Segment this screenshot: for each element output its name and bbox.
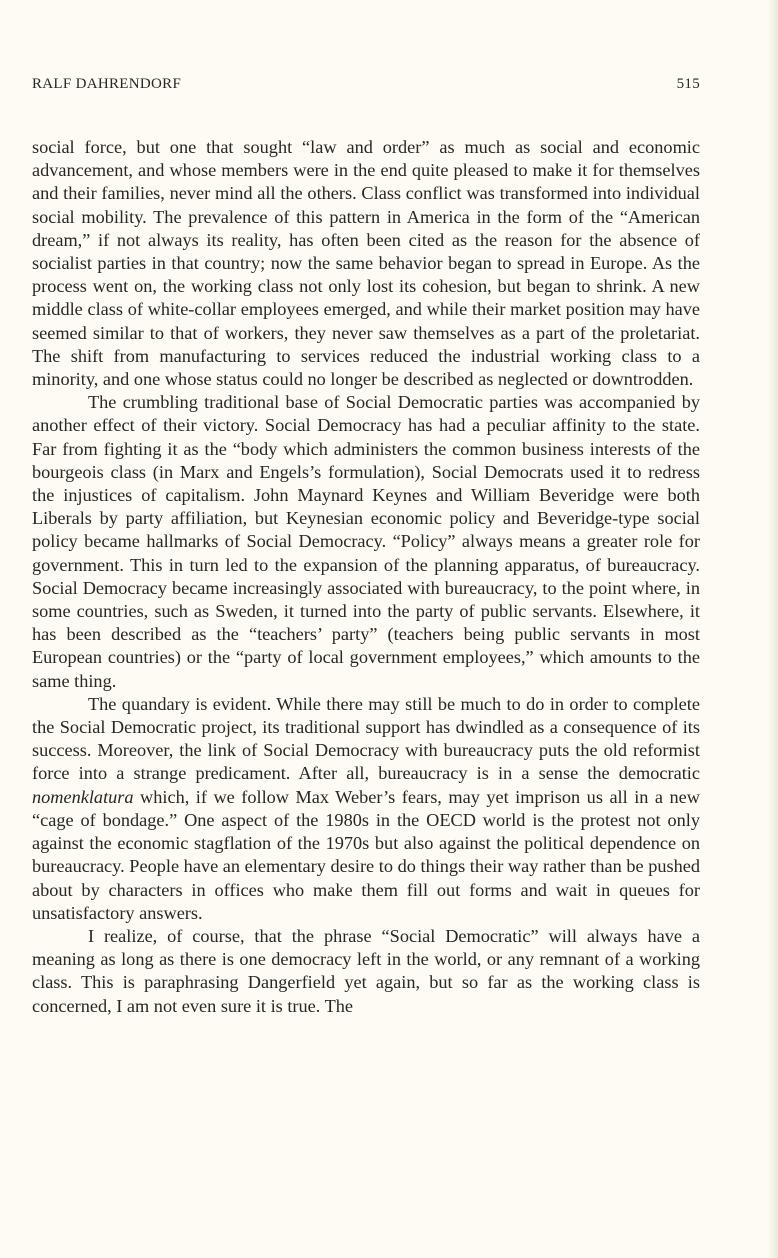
- body-text: [32, 136, 700, 1018]
- page-number: 515: [676, 76, 700, 92]
- paragraph-4: I realize, of course, that the phrase “Social Democratic” will always have a meaning as long as there is one democracy left in the world, or any remnant of a working class. This is paraphrasing Dangerfield yet again, but so far as the working class is concerned, I am not even sure it is true. The: [32, 925, 700, 1016]
- page-edge-shadow: [768, 0, 778, 1258]
- italic-term: nomenklatura: [32, 786, 134, 807]
- running-head: [32, 76, 700, 96]
- paragraph-3: [32, 693, 700, 925]
- paragraph-2: The crumbling traditional base of Social Democratic parties was accompanied by another effect of their victory. Social Democracy has had a peculiar affinity to the state. Far from fighting it as the “body which administers the common business interests of the bourgeois class (in Marx and Engels’s formulation), Social Democrats used it to redress the injustices of capitalism. John Maynard Keynes and William Beveridge were both Liberals by party affiliation, but Keynesian economic policy and Beveridge-type social policy became hallmarks of Social Democracy. “Policy” always means a greater role for government. This in turn led to the expansion of the planning apparatus, of bureaucracy. Social Democracy became increasingly associated with bureaucracy, to the point where, in some countries, such as Sweden, it turned into the party of public servants. Elsewhere, it has been described as the “teachers’ party” (teachers being public servants in most European countries) or the “party of local government employees,” which amounts to the same thing.: [32, 392, 700, 691]
- paragraph-3-text-before: The quandary is evident. While there may still be much to do in order to complete the Social Democratic project, its traditional support has dwindled as a consequence of its success. Moreover, the link of Social Democracy with bureaucracy puts the old reformist force into a strange predicament. After all, bureaucracy is in a sense the democratic: [32, 693, 700, 784]
- paragraph-3-text-after: which, if we follow Max Weber’s fears, may yet imprison us all in a new “cage of bondage.” One aspect of the 1980s in the OECD world is the protest not only against the economic stagflation of the 1970s but also against the political dependence on bureaucracy. People have an elementary desire to do things their way rather than be pushed about by characters in offices who make them fill out forms and wait in queues for unsatisfactory answers.: [32, 786, 700, 923]
- running-head-author: RALF DAHRENDORF: [32, 76, 182, 92]
- paragraph-1: social force, but one that sought “law and order” as much as social and economic advancement, and whose members were in the end quite pleased to make it for themselves and their families, never mind all the others. Class conflict was transformed into individual social mobility. The prevalence of this pattern in America in the form of the “American dream,” if not always its reality, has often been cited as the reason for the absence of socialist parties in that country; now the same behavior began to spread in Europe. As the process went on, the working class not only lost its cohesion, but began to shrink. A new middle class of white-collar employees emerged, and while their market position may have seemed similar to that of workers, they never saw themselves as a part of the proletariat. The shift from manufacturing to services reduced the industrial working class to a minority, and one whose status could no longer be described as neglected or downtrodden.: [32, 137, 700, 390]
